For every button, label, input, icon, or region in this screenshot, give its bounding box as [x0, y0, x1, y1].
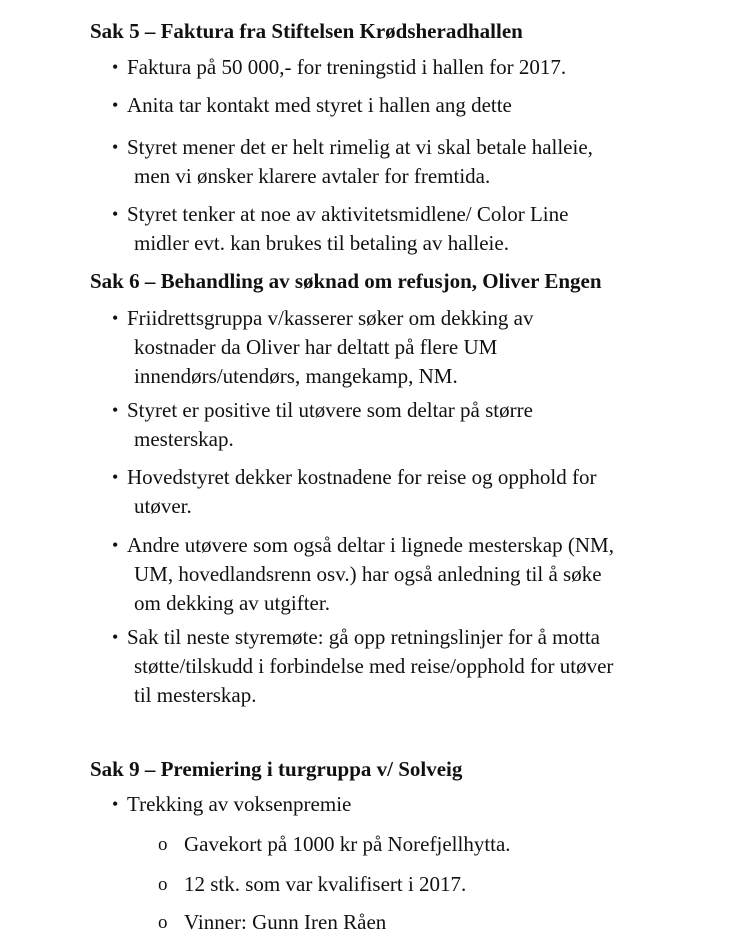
item-line: Faktura på 50 000,- for treningstid i hallen for 2017. — [127, 55, 567, 79]
list-item — [112, 396, 712, 454]
section-heading-sak-5: Sak 5 – Faktura fra Stiftelsen Krødsheradhallen — [90, 19, 523, 43]
list-item — [112, 53, 712, 82]
circle-bullet-icon: o — [158, 834, 168, 855]
bullet-icon: • — [112, 308, 119, 328]
bullet-icon: • — [112, 95, 119, 115]
item-line: utøver. — [134, 494, 192, 518]
item-line: til mesterskap. — [134, 683, 257, 707]
circle-bullet-icon: o — [158, 912, 168, 933]
list-item — [112, 91, 712, 120]
bullet-icon: • — [112, 57, 119, 77]
item-line: Hovedstyret dekker kostnadene for reise og opphold for — [127, 465, 597, 489]
bullet-icon: • — [112, 627, 119, 647]
list-item — [112, 623, 712, 710]
item-line: Styret er positive til utøvere som deltar på større — [127, 398, 533, 422]
item-line: støtte/tilskudd i forbindelse med reise/opphold for utøver — [134, 654, 614, 678]
item-line: Anita tar kontakt med styret i hallen ang dette — [127, 93, 512, 117]
bullet-icon: • — [112, 794, 119, 814]
bullet-icon: • — [112, 467, 119, 487]
item-line: Sak til neste styremøte: gå opp retningslinjer for å motta — [127, 625, 600, 649]
item-line: Friidrettsgruppa v/kasserer søker om dekking av — [127, 306, 534, 330]
list-item — [112, 304, 712, 391]
sub-list-item — [158, 870, 466, 899]
list-item — [112, 463, 712, 521]
section-heading-sak-6: Sak 6 – Behandling av søknad om refusjon, Oliver Engen — [90, 269, 602, 293]
item-line: om dekking av utgifter. — [134, 591, 330, 615]
list-item — [112, 790, 712, 819]
list-item — [112, 133, 712, 191]
item-line: midler evt. kan brukes til betaling av halleie. — [134, 231, 509, 255]
item-line: kostnader da Oliver har deltatt på flere UM — [134, 335, 498, 359]
item-line: men vi ønsker klarere avtaler for fremtida. — [134, 164, 491, 188]
bullet-icon: • — [112, 204, 119, 224]
item-line: Styret tenker at noe av aktivitetsmidlene/ Color Line — [127, 202, 569, 226]
sub-list-item — [158, 830, 511, 859]
bullet-icon: • — [112, 535, 119, 555]
bullet-icon: • — [112, 137, 119, 157]
sub-item-text: Gavekort på 1000 kr på Norefjellhytta. — [184, 832, 511, 856]
bullet-icon: • — [112, 400, 119, 420]
item-line: Andre utøvere som også deltar i lignede mesterskap (NM, — [127, 533, 614, 557]
sub-item-text: Vinner: Gunn Iren Råen — [184, 910, 387, 934]
section-heading-sak-9: Sak 9 – Premiering i turgruppa v/ Solveig — [90, 757, 463, 781]
item-line: Trekking av voksenpremie — [127, 792, 352, 816]
list-item — [112, 200, 712, 258]
item-line: Styret mener det er helt rimelig at vi skal betale halleie, — [127, 135, 593, 159]
item-line: mesterskap. — [134, 427, 234, 451]
item-line: UM, hovedlandsrenn osv.) har også anledning til å søke — [134, 562, 602, 586]
list-item — [112, 531, 712, 618]
item-line: innendørs/utendørs, mangekamp, NM. — [134, 364, 458, 388]
circle-bullet-icon: o — [158, 874, 168, 895]
sub-item-text: 12 stk. som var kvalifisert i 2017. — [184, 872, 467, 896]
sub-list-item — [158, 908, 386, 937]
